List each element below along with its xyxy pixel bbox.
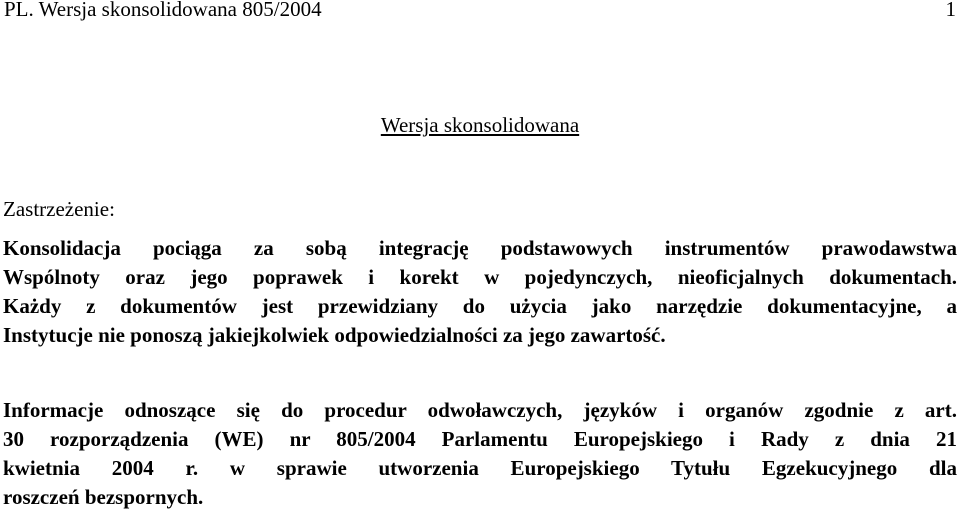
paragraph-line: kwietnia 2004 r. w sprawie utworzenia Europejskiego Tytułu Egzekucyjnego dla [3, 456, 957, 480]
paragraph-line: Wspólnoty oraz jego poprawek i korekt w pojedynczych, nieoficjalnych dokumentach. [3, 265, 957, 289]
paragraph-line: roszczeń bezspornych. [3, 485, 204, 509]
paragraph-line: Każdy z dokumentów jest przewidziany do użycia jako narzędzie dokumentacyjne, a [3, 294, 957, 318]
header-document-label: PL. Wersja skonsolidowana 805/2004 [4, 0, 322, 21]
page-header [0, 0, 960, 22]
paragraph-line: Konsolidacja pociąga za sobą integrację podstawowych instrumentów prawodawstwa [3, 236, 957, 260]
paragraph-line: 30 rozporządzenia (WE) nr 805/2004 Parlamentu Europejskiego i Rady z dnia 21 [3, 427, 957, 451]
document-title: Wersja skonsolidowana [380, 113, 580, 137]
header-page-number: 1 [945, 0, 956, 21]
disclaimer-paragraph-1 [3, 234, 957, 350]
disclaimer-heading: Zastrzeżenie: [3, 197, 115, 221]
disclaimer-paragraph-2 [3, 396, 957, 512]
paragraph-line: Instytucje nie ponoszą jakiejkolwiek odpowiedzialności za jego zawartość. [3, 323, 666, 347]
paragraph-line: Informacje odnoszące się do procedur odwoławczych, języków i organów zgodnie z art. [3, 398, 957, 422]
